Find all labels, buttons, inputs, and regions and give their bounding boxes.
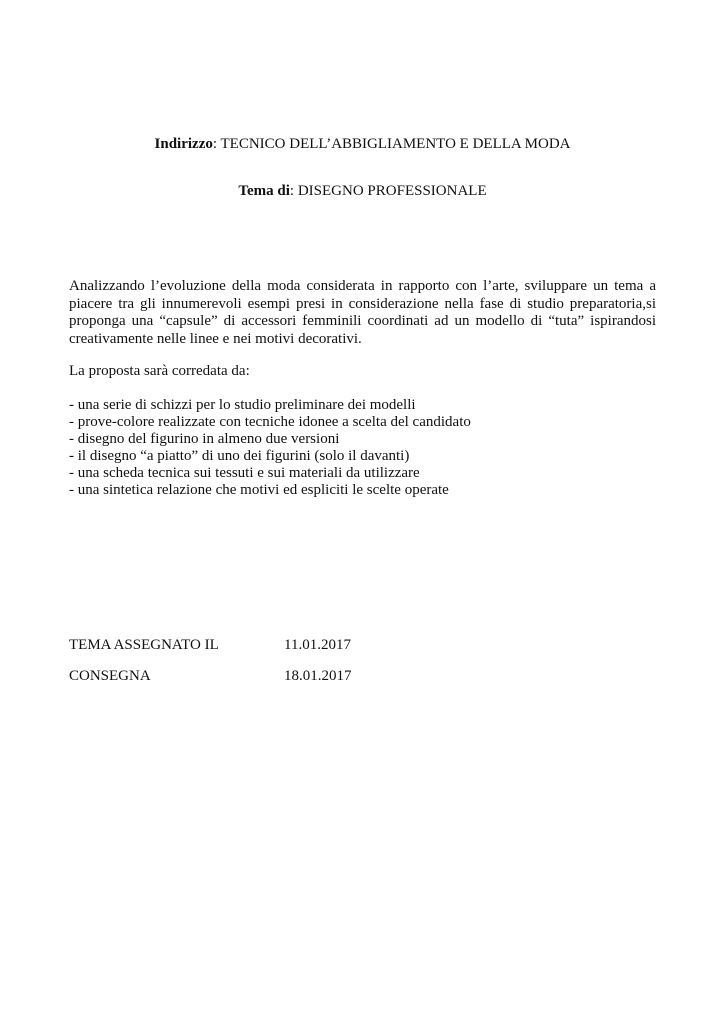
delivery-date-value: 18.01.2017 (284, 668, 352, 684)
requirements-list (69, 397, 656, 499)
list-intro: La proposta sarà corredata da: (69, 363, 250, 379)
assigned-date-label: TEMA ASSEGNATO IL (69, 637, 219, 653)
address-label: Indirizzo (154, 136, 213, 152)
list-item: - prove-colore realizzate con tecniche idonee a scelta del candidato (69, 414, 471, 430)
list-item: - una serie di schizzi per lo studio preliminare dei modelli (69, 397, 416, 413)
assigned-date-value: 11.01.2017 (284, 637, 351, 653)
paragraph-line: proponga una “capsule” di accessori femminili coordinati ad un modello di “tuta” ispirandosi (69, 313, 656, 329)
subject-heading (0, 183, 725, 200)
paragraph-line: Analizzando l’evoluzione della moda considerata in rapporto con l’arte, sviluppare un tema a (69, 278, 656, 294)
subject-value: : DISEGNO PROFESSIONALE (289, 183, 487, 199)
list-item: - una sintetica relazione che motivi ed espliciti le scelte operate (69, 482, 449, 498)
list-item: - disegno del figurino in almeno due versioni (69, 431, 340, 447)
assignment-paragraph (69, 278, 656, 348)
delivery-date-label: CONSEGNA (69, 668, 151, 684)
list-item: - il disegno “a piatto” di uno dei figurini (solo il davanti) (69, 448, 410, 464)
paragraph-line: creativamente nelle linee e nei motivi decorativi. (69, 330, 362, 347)
course-heading (0, 136, 725, 153)
subject-label: Tema di (238, 183, 290, 199)
list-item: - una scheda tecnica sui tessuti e sui materiali da utilizzare (69, 465, 420, 481)
paragraph-line: piacere tra gli innumerevoli esempi presi in considerazione nella fase di studio preparatoria,si (69, 295, 656, 312)
address-value: : TECNICO DELL’ABBIGLIAMENTO E DELLA MODA (212, 136, 571, 152)
